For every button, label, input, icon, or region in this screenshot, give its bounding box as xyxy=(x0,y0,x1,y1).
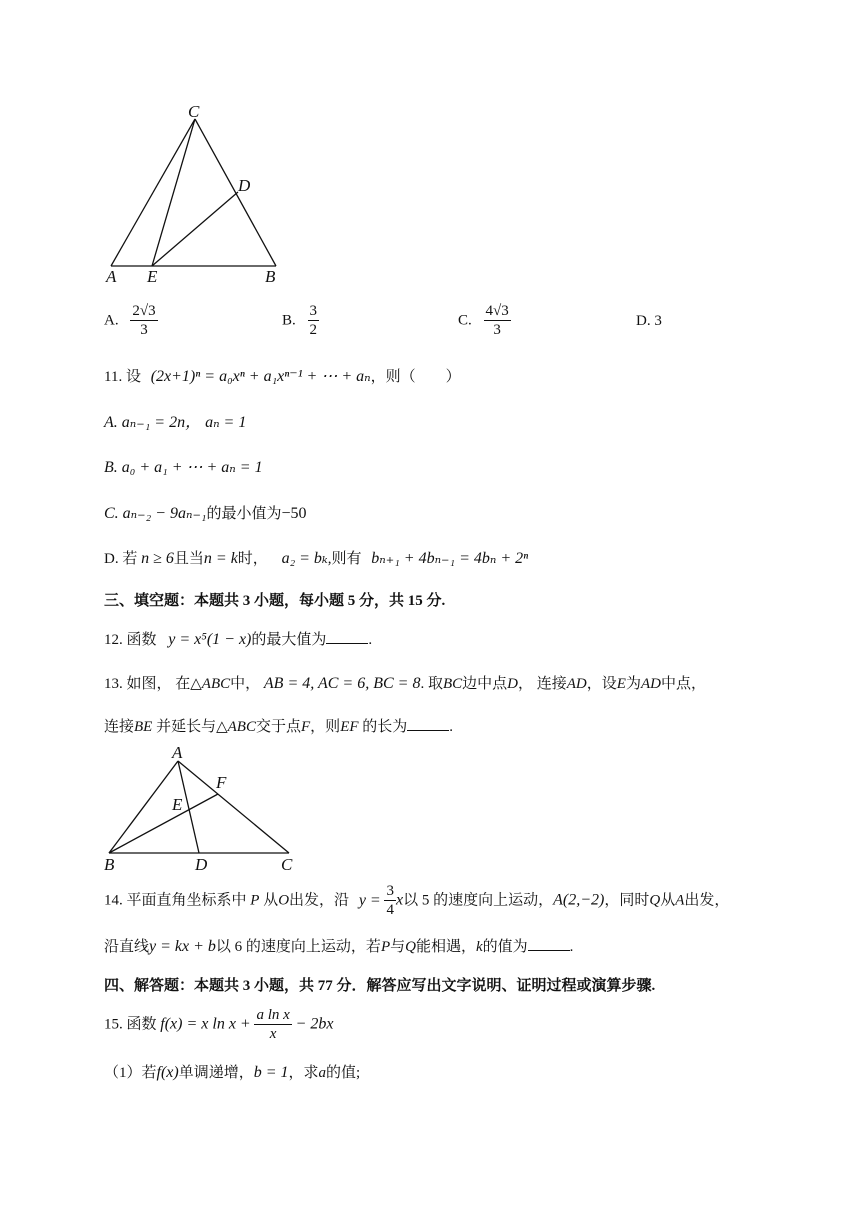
q12-answer-blank[interactable] xyxy=(326,629,368,644)
q11-option-b: B. a₀ + a₁ + ⋯ + aₙ = 1 xyxy=(104,459,263,476)
label-f: F xyxy=(216,773,227,792)
q10-option-c: C. $\frac{4√3}{3}$ xyxy=(458,303,509,338)
q12-stem: 12. 函数 y = x⁵(1 − x)的最大值为 . xyxy=(104,631,373,648)
label-a: A xyxy=(106,267,117,286)
q10-option-b: B. $\frac{3}{2}$ xyxy=(282,303,318,338)
q15-part-1: （1）若f(x)单调递增，b = 1，求a的值; xyxy=(104,1064,361,1081)
section-4-heading: 四、解答题：本题共 3 小题，共 77 分．解答应写出文字说明、证明过程或演算步骤. xyxy=(104,978,656,994)
segment-ed xyxy=(152,192,238,266)
q10-option-d: D. 3 xyxy=(636,313,662,329)
q10-option-a: A. $\frac{2√3}{3}$ xyxy=(104,303,156,338)
q13-line-1: 13. 如图， 在△ABC中， AB = 4, AC = 6, BC = 8. 取BC边中点D， 连接AD，设E为AD中点， xyxy=(104,675,706,692)
label-a: A xyxy=(172,743,183,762)
edge-ac xyxy=(111,119,195,266)
q14-answer-blank[interactable] xyxy=(528,936,570,951)
label-d: D xyxy=(238,176,251,195)
q15-stem: 15. 函数 f(x) = x ln x + $\frac{\text{a ln x}}{x}$ − 2bx xyxy=(104,1007,334,1042)
label-e: E xyxy=(147,267,158,286)
q14-line-2: 沿直线y = kx + b以 6 的速度向上运动，若P与Q能相遇，k的值为 . xyxy=(104,938,574,955)
edge-bc xyxy=(195,119,276,266)
triangle-figure-q13 xyxy=(100,750,300,860)
segment-ce xyxy=(152,119,195,266)
q11-option-a: A. aₙ₋₁ = 2n， aₙ = 1 xyxy=(104,414,247,431)
label-e: E xyxy=(172,795,183,814)
q14-line-1: 14. 平面直角坐标系中 P 从O出发，沿 y = $\frac{3}{4}$ x以 5 的速度向上运动，A(2,−2)，同时Q从A出发， xyxy=(104,883,730,918)
q11-option-d: D. 若 n ≥ 6且当n = k时， a₂ = bₖ,则有 bₙ₊₁ + 4bₙ₋₁ = 4bₙ + 2ⁿ xyxy=(104,550,529,567)
label-b: B xyxy=(265,267,276,286)
section-3-heading: 三、填空题：本题共 3 小题，每小题 5 分，共 15 分. xyxy=(104,593,446,609)
q11-stem: 11. 设 (2x+1)ⁿ = a₀xⁿ + a₁xⁿ⁻¹ + ⋯ + aₙ，则（ ） xyxy=(104,368,461,385)
segment-bf xyxy=(109,794,218,853)
edge-ab xyxy=(109,761,178,853)
label-b: B xyxy=(104,855,115,874)
label-c: C xyxy=(281,855,293,874)
q13-answer-blank[interactable] xyxy=(407,716,449,731)
triangle-figure-q10 xyxy=(100,100,290,290)
label-d: D xyxy=(195,855,208,874)
label-c: C xyxy=(188,102,200,121)
q13-line-2: 连接BE 并延长与△ABC交于点F，则EF 的长为 . xyxy=(104,716,453,737)
q11-option-c: C. aₙ₋₂ − 9aₙ₋₁的最小值为−50 xyxy=(104,505,307,522)
